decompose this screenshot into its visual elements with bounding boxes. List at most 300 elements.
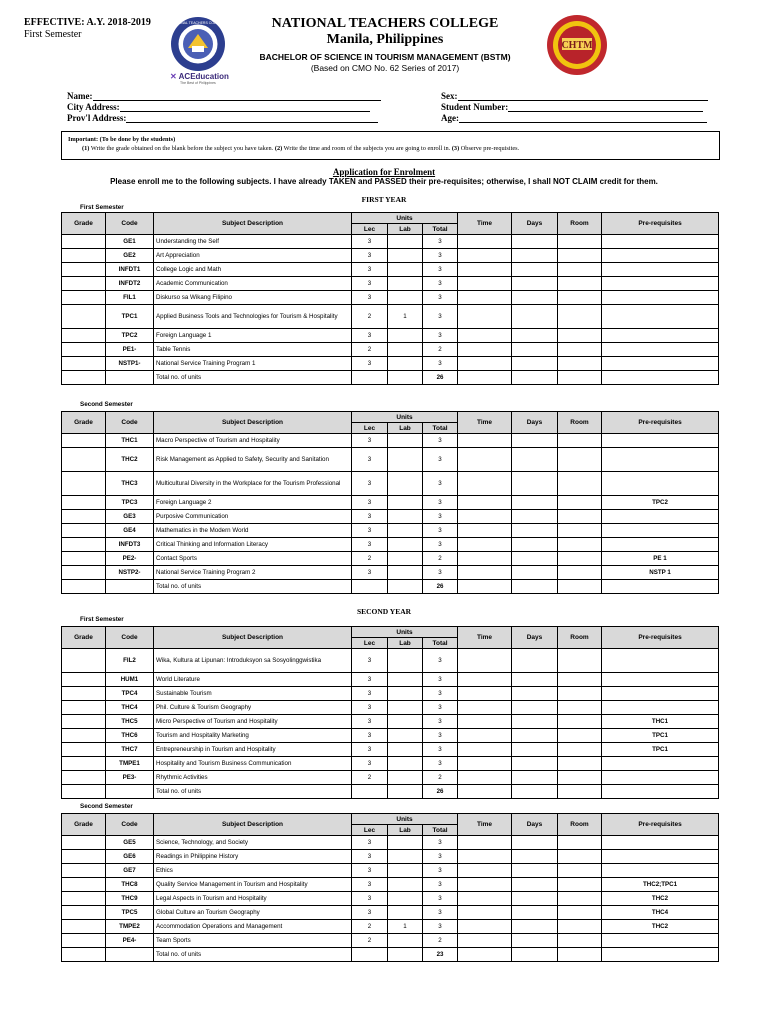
subject-code: THC7 (106, 743, 154, 757)
subject-description: Readings in Philippine History (154, 850, 352, 864)
grade-blank[interactable] (62, 743, 106, 757)
lec-units: 3 (352, 892, 388, 906)
time-blank[interactable] (458, 552, 512, 566)
subject-code: GE1 (106, 235, 154, 249)
days-blank[interactable] (512, 552, 558, 566)
subject-row (62, 850, 719, 864)
days-blank[interactable] (512, 434, 558, 448)
subject-description: Rhythmic Activities (154, 771, 352, 785)
col-lec-header: Lec (352, 224, 388, 235)
days-blank[interactable] (512, 771, 558, 785)
days-blank[interactable] (512, 757, 558, 771)
time-blank[interactable] (458, 305, 512, 329)
room-blank[interactable] (558, 448, 602, 472)
days-blank[interactable] (512, 701, 558, 715)
grade-blank[interactable] (62, 552, 106, 566)
room-blank[interactable] (558, 277, 602, 291)
lab-units (388, 701, 423, 715)
lab-units (388, 757, 423, 771)
room-blank[interactable] (558, 235, 602, 249)
time-blank[interactable] (458, 771, 512, 785)
room-blank[interactable] (558, 715, 602, 729)
room-blank[interactable] (558, 552, 602, 566)
col-lec-header: Lec (352, 825, 388, 836)
days-blank[interactable] (512, 496, 558, 510)
total-units: 3 (423, 305, 458, 329)
room-blank[interactable] (558, 496, 602, 510)
room-blank[interactable] (558, 701, 602, 715)
room-blank[interactable] (558, 524, 602, 538)
subject-description: Mathematics in the Modern World (154, 524, 352, 538)
room-blank[interactable] (558, 343, 602, 357)
days-blank[interactable] (512, 934, 558, 948)
prerequisites (602, 357, 719, 371)
lec-units: 2 (352, 934, 388, 948)
empty-cell (602, 580, 719, 594)
subject-row (62, 357, 719, 371)
days-blank[interactable] (512, 448, 558, 472)
empty-cell (458, 580, 512, 594)
time-blank[interactable] (458, 448, 512, 472)
subject-description: Team Sports (154, 934, 352, 948)
application-statement: Please enroll me to the following subjects. I have already TAKEN and PASSED their pre-requisites; otherwise, I shall NOT CLAIM credit for them. (110, 177, 658, 186)
time-blank[interactable] (458, 850, 512, 864)
subject-row (62, 343, 719, 357)
room-blank[interactable] (558, 291, 602, 305)
prerequisites: PE 1 (602, 552, 719, 566)
grade-blank[interactable] (62, 277, 106, 291)
prerequisites: THC1 (602, 715, 719, 729)
lab-units (388, 263, 423, 277)
time-blank[interactable] (458, 864, 512, 878)
grade-blank[interactable] (62, 757, 106, 771)
days-blank[interactable] (512, 715, 558, 729)
time-blank[interactable] (458, 343, 512, 357)
time-blank[interactable] (458, 496, 512, 510)
lec-units: 2 (352, 552, 388, 566)
subject-row (62, 235, 719, 249)
time-blank[interactable] (458, 934, 512, 948)
subject-description: Phil. Culture & Tourism Geography (154, 701, 352, 715)
days-blank[interactable] (512, 291, 558, 305)
prerequisites (602, 864, 719, 878)
total-units: 3 (423, 448, 458, 472)
subject-code: THC9 (106, 892, 154, 906)
days-blank[interactable] (512, 249, 558, 263)
subject-code: PE3- (106, 771, 154, 785)
days-blank[interactable] (512, 729, 558, 743)
prerequisites: THC2 (602, 920, 719, 934)
lab-units (388, 864, 423, 878)
time-blank[interactable] (458, 357, 512, 371)
grade-blank[interactable] (62, 434, 106, 448)
time-blank[interactable] (458, 566, 512, 580)
y2-sem1-subjects-table (61, 626, 719, 799)
days-blank[interactable] (512, 305, 558, 329)
col-code-header: Code (106, 814, 154, 836)
subject-description: Diskurso sa Wikang Filipino (154, 291, 352, 305)
lab-units (388, 729, 423, 743)
col-time-header: Time (458, 814, 512, 836)
prerequisites: THC2 (602, 892, 719, 906)
days-blank[interactable] (512, 235, 558, 249)
col-units-header: Units (352, 213, 458, 224)
time-blank[interactable] (458, 472, 512, 496)
subject-row (62, 878, 719, 892)
prov-address-field[interactable] (67, 113, 378, 125)
svg-text:CHTM: CHTM (561, 40, 593, 51)
days-blank[interactable] (512, 850, 558, 864)
subject-code: THC1 (106, 434, 154, 448)
total-units-row (62, 948, 719, 962)
time-blank[interactable] (458, 729, 512, 743)
room-blank[interactable] (558, 305, 602, 329)
subject-description: Global Culture an Tourism Geography (154, 906, 352, 920)
grade-blank[interactable] (62, 649, 106, 673)
total-units: 3 (423, 920, 458, 934)
room-blank[interactable] (558, 510, 602, 524)
prerequisites (602, 757, 719, 771)
room-blank[interactable] (558, 836, 602, 850)
subject-code: THC3 (106, 472, 154, 496)
subject-code: TPC1 (106, 305, 154, 329)
prerequisites (602, 448, 719, 472)
first-year-title: FIRST YEAR (361, 195, 407, 204)
subject-row (62, 329, 719, 343)
room-blank[interactable] (558, 743, 602, 757)
days-blank[interactable] (512, 673, 558, 687)
lec-units: 3 (352, 743, 388, 757)
time-blank[interactable] (458, 291, 512, 305)
subject-description: Science, Technology, and Society (154, 836, 352, 850)
prerequisites (602, 305, 719, 329)
time-blank[interactable] (458, 920, 512, 934)
college-seal-logo (170, 16, 226, 72)
col-days-header: Days (512, 627, 558, 649)
room-blank[interactable] (558, 771, 602, 785)
time-blank[interactable] (458, 743, 512, 757)
col-total-header: Total (423, 825, 458, 836)
lec-units: 3 (352, 434, 388, 448)
room-blank[interactable] (558, 434, 602, 448)
grade-blank[interactable] (62, 715, 106, 729)
time-blank[interactable] (458, 673, 512, 687)
subject-row (62, 864, 719, 878)
days-blank[interactable] (512, 836, 558, 850)
days-blank[interactable] (512, 357, 558, 371)
subject-row (62, 472, 719, 496)
time-blank[interactable] (458, 538, 512, 552)
prerequisites (602, 836, 719, 850)
col-lab-header: Lab (388, 224, 423, 235)
room-blank[interactable] (558, 566, 602, 580)
time-blank[interactable] (458, 892, 512, 906)
total-units: 3 (423, 263, 458, 277)
subject-description: Multicultural Diversity in the Workplace for the Tourism Professional (154, 472, 352, 496)
grade-blank[interactable] (62, 448, 106, 472)
subject-code: THC8 (106, 878, 154, 892)
subject-description: World Literature (154, 673, 352, 687)
days-blank[interactable] (512, 878, 558, 892)
col-code-header: Code (106, 213, 154, 235)
days-blank[interactable] (512, 892, 558, 906)
time-blank[interactable] (458, 524, 512, 538)
subject-row (62, 277, 719, 291)
subject-code: TMPE2 (106, 920, 154, 934)
prerequisites (602, 343, 719, 357)
room-blank[interactable] (558, 906, 602, 920)
total-units: 3 (423, 649, 458, 673)
lab-units: 1 (388, 305, 423, 329)
time-blank[interactable] (458, 510, 512, 524)
days-blank[interactable] (512, 524, 558, 538)
grade-blank[interactable] (62, 701, 106, 715)
days-blank[interactable] (512, 343, 558, 357)
room-blank[interactable] (558, 934, 602, 948)
lab-units (388, 538, 423, 552)
room-blank[interactable] (558, 249, 602, 263)
grade-blank[interactable] (62, 305, 106, 329)
days-blank[interactable] (512, 538, 558, 552)
grade-blank[interactable] (62, 249, 106, 263)
lab-units (388, 291, 423, 305)
col-units-header: Units (352, 627, 458, 638)
empty-cell (352, 948, 388, 962)
empty-cell (458, 948, 512, 962)
room-blank[interactable] (558, 649, 602, 673)
empty-cell (388, 580, 423, 594)
subject-row (62, 771, 719, 785)
col-units-header: Units (352, 814, 458, 825)
subject-code: GE2 (106, 249, 154, 263)
time-blank[interactable] (458, 277, 512, 291)
time-blank[interactable] (458, 263, 512, 277)
grade-blank[interactable] (62, 850, 106, 864)
grade-blank[interactable] (62, 934, 106, 948)
col-room-header: Room (558, 627, 602, 649)
prov-address-label: Prov'l Address: (67, 113, 127, 123)
grade-blank[interactable] (62, 892, 106, 906)
subject-code: THC2 (106, 448, 154, 472)
grade-blank[interactable] (62, 357, 106, 371)
col-prereq-header: Pre-requisites (602, 213, 719, 235)
total-units-row (62, 785, 719, 799)
room-blank[interactable] (558, 538, 602, 552)
grade-blank[interactable] (62, 771, 106, 785)
total-units: 3 (423, 836, 458, 850)
subject-row (62, 687, 719, 701)
current-semester: First Semester (24, 29, 82, 40)
grade-blank[interactable] (62, 673, 106, 687)
empty-cell (512, 948, 558, 962)
lec-units: 3 (352, 701, 388, 715)
total-units: 3 (423, 715, 458, 729)
lab-units (388, 892, 423, 906)
days-blank[interactable] (512, 687, 558, 701)
subject-description: Macro Perspective of Tourism and Hospitality (154, 434, 352, 448)
empty-cell (62, 785, 106, 799)
time-blank[interactable] (458, 836, 512, 850)
lab-units (388, 510, 423, 524)
lab-units (388, 357, 423, 371)
grade-blank[interactable] (62, 538, 106, 552)
college-title: NATIONAL TEACHERS COLLEGE (271, 16, 499, 31)
lec-units: 3 (352, 472, 388, 496)
subject-row (62, 673, 719, 687)
days-blank[interactable] (512, 906, 558, 920)
empty-cell (62, 580, 106, 594)
subject-description: Tourism and Hospitality Marketing (154, 729, 352, 743)
time-blank[interactable] (458, 649, 512, 673)
grade-blank[interactable] (62, 263, 106, 277)
room-blank[interactable] (558, 329, 602, 343)
grade-blank[interactable] (62, 836, 106, 850)
empty-cell (106, 580, 154, 594)
grade-blank[interactable] (62, 329, 106, 343)
days-blank[interactable] (512, 277, 558, 291)
step-3-number: (3) (451, 145, 460, 152)
second-year-title: SECOND YEAR (356, 607, 412, 616)
days-blank[interactable] (512, 743, 558, 757)
subject-row (62, 524, 719, 538)
grade-blank[interactable] (62, 496, 106, 510)
subject-description: Applied Business Tools and Technologies for Tourism & Hospitality (154, 305, 352, 329)
grade-blank[interactable] (62, 291, 106, 305)
aceducation-text: ACEducation (178, 72, 229, 81)
lab-units (388, 878, 423, 892)
lab-units (388, 906, 423, 920)
lec-units: 3 (352, 277, 388, 291)
grade-blank[interactable] (62, 729, 106, 743)
subject-description: Sustainable Tourism (154, 687, 352, 701)
total-units: 3 (423, 864, 458, 878)
time-blank[interactable] (458, 235, 512, 249)
empty-cell (512, 580, 558, 594)
room-blank[interactable] (558, 357, 602, 371)
room-blank[interactable] (558, 757, 602, 771)
prerequisites: TPC2 (602, 496, 719, 510)
room-blank[interactable] (558, 878, 602, 892)
room-blank[interactable] (558, 729, 602, 743)
lab-units (388, 836, 423, 850)
subject-code: TMPE1 (106, 757, 154, 771)
grade-blank[interactable] (62, 472, 106, 496)
subject-code: FIL2 (106, 649, 154, 673)
room-blank[interactable] (558, 263, 602, 277)
time-blank[interactable] (458, 687, 512, 701)
lab-units (388, 715, 423, 729)
room-blank[interactable] (558, 673, 602, 687)
days-blank[interactable] (512, 263, 558, 277)
empty-cell (602, 948, 719, 962)
time-blank[interactable] (458, 906, 512, 920)
room-blank[interactable] (558, 472, 602, 496)
room-blank[interactable] (558, 920, 602, 934)
room-blank[interactable] (558, 864, 602, 878)
time-blank[interactable] (458, 701, 512, 715)
chtm-seal-logo (546, 14, 608, 76)
prerequisites (602, 538, 719, 552)
room-blank[interactable] (558, 892, 602, 906)
college-name (240, 16, 530, 48)
days-blank[interactable] (512, 864, 558, 878)
total-units: 2 (423, 934, 458, 948)
empty-cell (558, 785, 602, 799)
col-code-header: Code (106, 627, 154, 649)
subject-row (62, 649, 719, 673)
col-lec-header: Lec (352, 638, 388, 649)
subject-row (62, 743, 719, 757)
days-blank[interactable] (512, 649, 558, 673)
empty-cell (62, 371, 106, 385)
time-blank[interactable] (458, 878, 512, 892)
step-2-number: (2) (274, 145, 283, 152)
total-units: 3 (423, 729, 458, 743)
prerequisites (602, 263, 719, 277)
subject-description: Risk Management as Applied to Safety, Security and Sanitation (154, 448, 352, 472)
total-units: 3 (423, 291, 458, 305)
col-code-header: Code (106, 412, 154, 434)
subject-description: Ethics (154, 864, 352, 878)
time-blank[interactable] (458, 434, 512, 448)
total-units: 3 (423, 906, 458, 920)
empty-cell (62, 948, 106, 962)
empty-cell (388, 785, 423, 799)
grade-blank[interactable] (62, 920, 106, 934)
subject-description: College Logic and Math (154, 263, 352, 277)
prerequisites: THC2;TPC1 (602, 878, 719, 892)
grade-blank[interactable] (62, 524, 106, 538)
room-blank[interactable] (558, 687, 602, 701)
subject-row (62, 448, 719, 472)
lec-units: 3 (352, 836, 388, 850)
total-units-label: Total no. of units (154, 580, 352, 594)
days-blank[interactable] (512, 566, 558, 580)
grade-blank[interactable] (62, 687, 106, 701)
total-units-value: 26 (423, 371, 458, 385)
aceducation-tagline: The Best of Philippines (180, 81, 216, 85)
time-blank[interactable] (458, 329, 512, 343)
time-blank[interactable] (458, 715, 512, 729)
lec-units: 3 (352, 291, 388, 305)
application-title: Application for Enrolment (332, 167, 436, 177)
grade-blank[interactable] (62, 510, 106, 524)
col-total-header: Total (423, 224, 458, 235)
grade-blank[interactable] (62, 235, 106, 249)
subject-row (62, 701, 719, 715)
lec-units: 3 (352, 850, 388, 864)
grade-blank[interactable] (62, 906, 106, 920)
total-units: 3 (423, 673, 458, 687)
grade-blank[interactable] (62, 864, 106, 878)
grade-blank[interactable] (62, 566, 106, 580)
days-blank[interactable] (512, 472, 558, 496)
time-blank[interactable] (458, 757, 512, 771)
age-field[interactable] (441, 113, 707, 125)
lec-units: 3 (352, 673, 388, 687)
total-units: 3 (423, 434, 458, 448)
subject-code: NSTP2- (106, 566, 154, 580)
grade-blank[interactable] (62, 878, 106, 892)
lab-units (388, 277, 423, 291)
time-blank[interactable] (458, 249, 512, 263)
room-blank[interactable] (558, 850, 602, 864)
days-blank[interactable] (512, 329, 558, 343)
days-blank[interactable] (512, 510, 558, 524)
days-blank[interactable] (512, 920, 558, 934)
grade-blank[interactable] (62, 343, 106, 357)
empty-cell (352, 785, 388, 799)
